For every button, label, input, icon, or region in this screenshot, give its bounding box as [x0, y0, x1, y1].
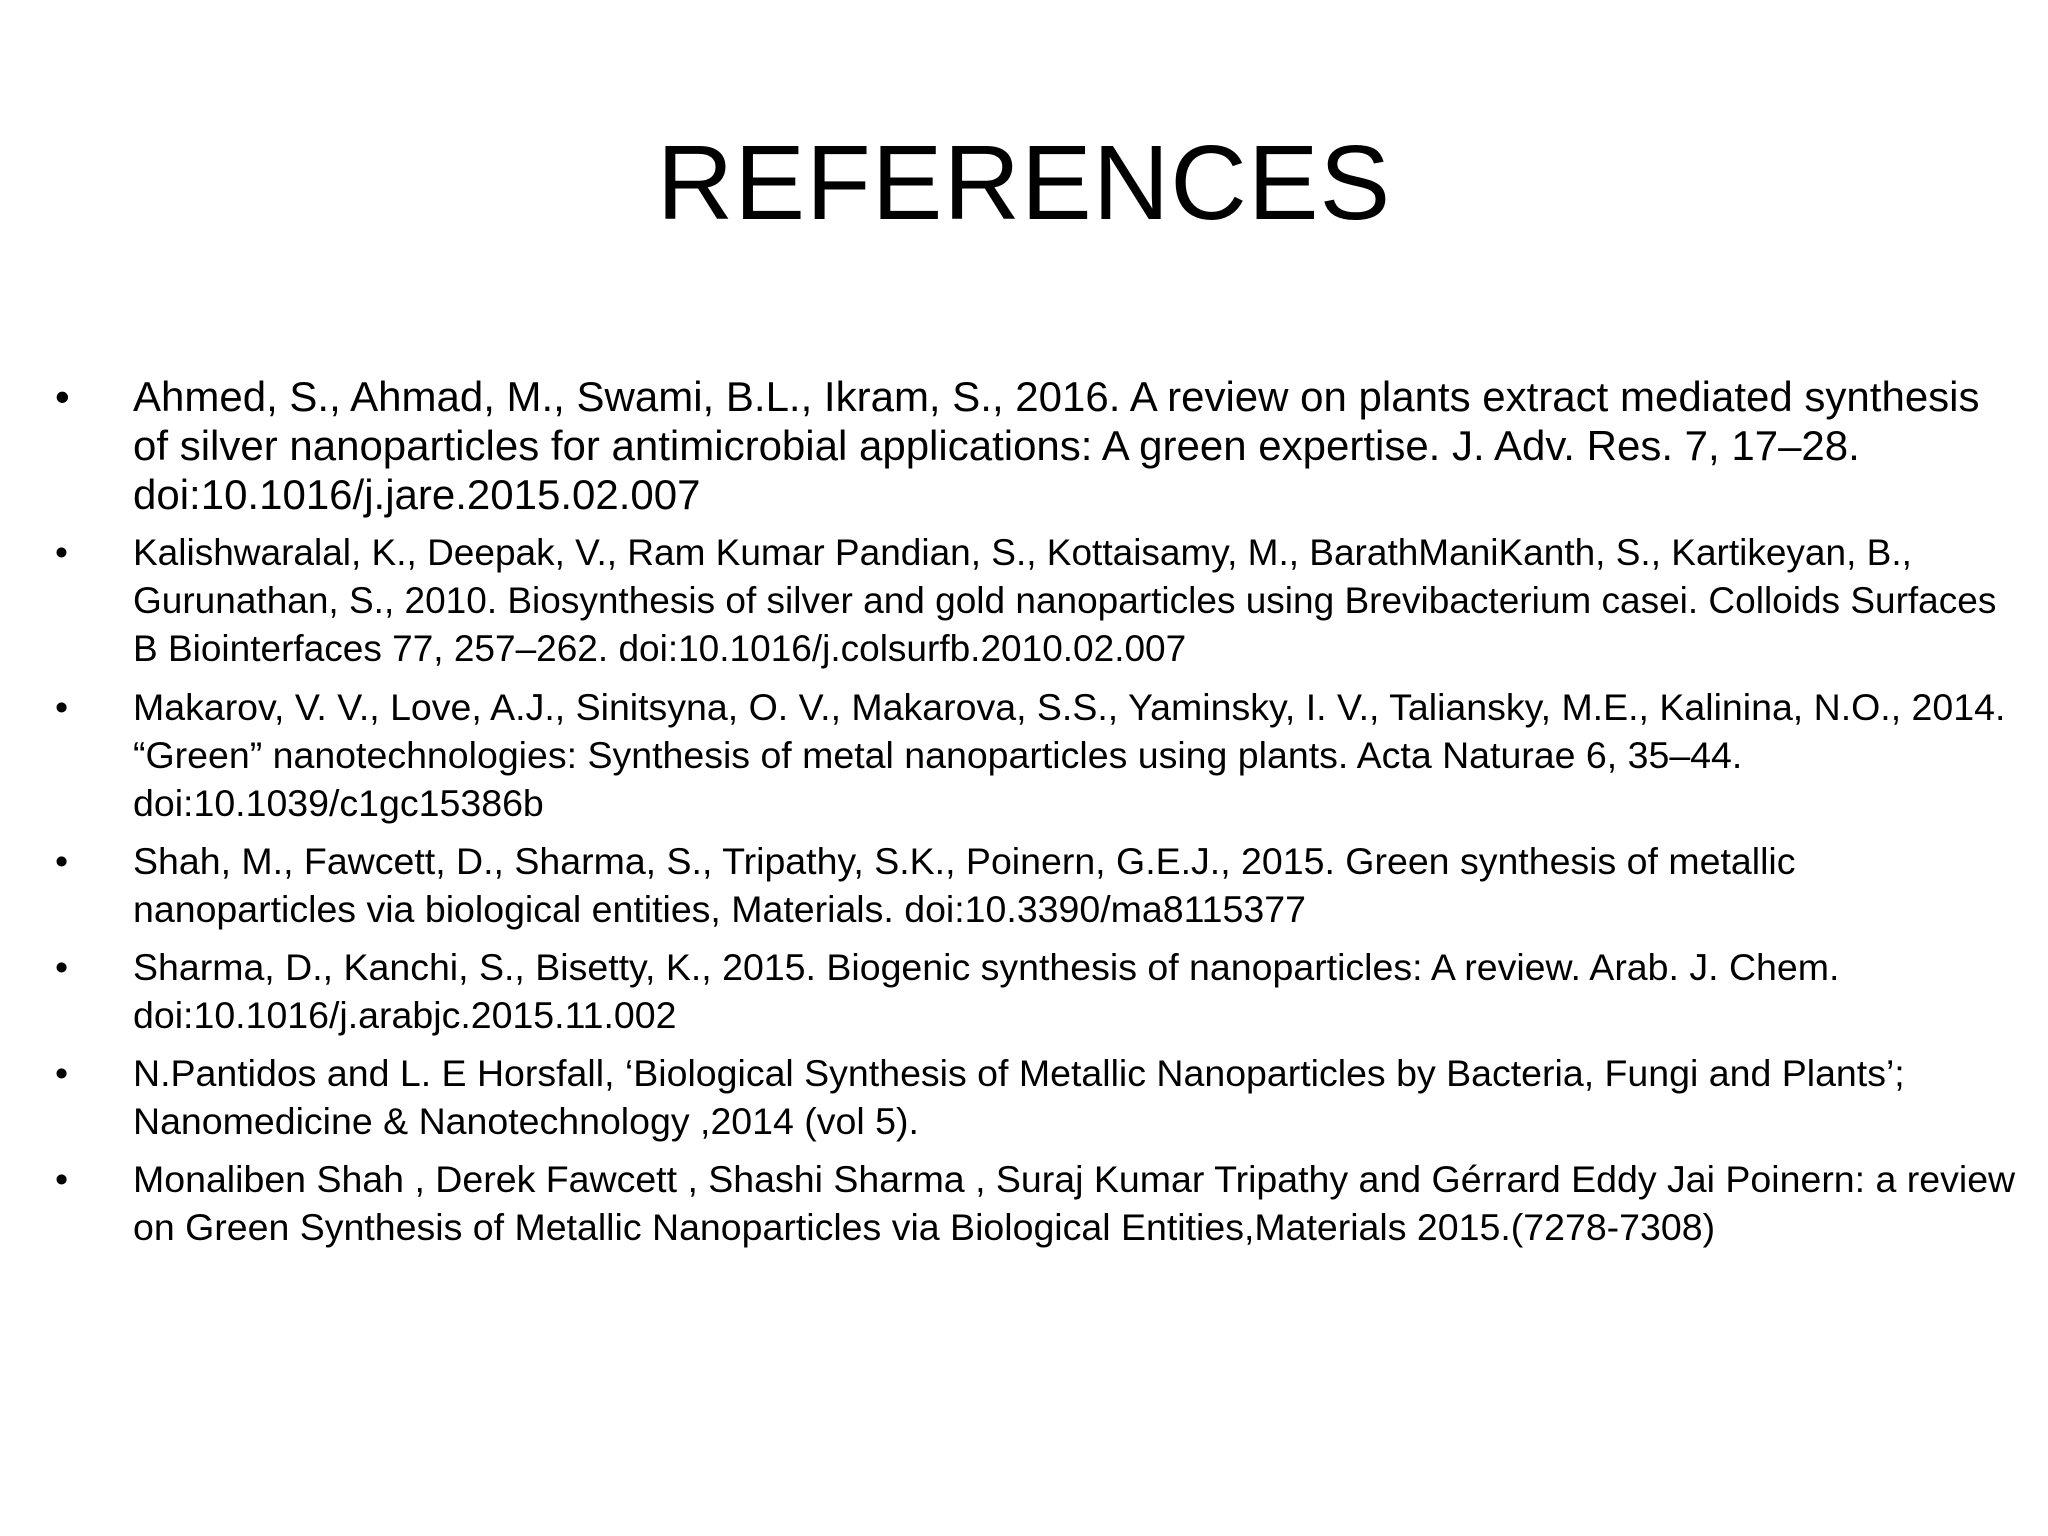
reference-item — [48, 943, 2023, 1039]
slide-title: REFERENCES — [656, 124, 1392, 242]
reference-item — [48, 529, 2023, 673]
bullet-icon: • — [55, 373, 70, 420]
bullet-icon: • — [55, 1158, 69, 1200]
reference-list — [48, 372, 2023, 1261]
bullet-icon: • — [55, 686, 69, 728]
bullet-icon: • — [55, 1052, 69, 1094]
reference-item — [48, 1049, 2023, 1145]
reference-text: Kalishwaralal, K., Deepak, V., Ram Kumar Pandian, S., Kottaisamy, M., BarathManiKanth, S., Kartikeyan, B., Gurunathan, S., 2010. Biosynthesis of silver and gold nanoparticles using Brevibacterium casei. Colloids Surfaces B Biointerfaces 77, 257–262. doi:10.1016/j.colsurfb.2010.02.007 — [133, 532, 1997, 669]
reference-text: Ahmed, S., Ahmad, M., Swami, B.L., Ikram, S., 2016. A review on plants extract mediated synthesis of silver nanoparticles for antimicrobial applications: A green expertise. J. Adv. Res. 7, 17–28. doi:10.1016/j.jare.2015.02.007 — [133, 373, 1980, 518]
reference-item — [48, 837, 2023, 933]
reference-text: Makarov, V. V., Love, A.J., Sinitsyna, O. V., Makarova, S.S., Yaminsky, I. V., Taliansky, M.E., Kalinina, N.O., 2014. “Green” nanotechnologies: Synthesis of metal nanoparticles using plants. Acta Naturae 6, 35–44. doi:10.1039/c1gc15386b — [133, 686, 2006, 824]
reference-text: N.Pantidos and L. E Horsfall, ‘Biological Synthesis of Metallic Nanoparticles by Bacteria, Fungi and Plants’; Nanomedicine & Nanotechnology ,2014 (vol 5). — [133, 1052, 1905, 1142]
bullet-icon: • — [55, 840, 69, 882]
reference-item — [48, 1155, 2023, 1251]
bullet-icon: • — [55, 532, 68, 573]
reference-item — [48, 372, 2023, 519]
reference-text: Shah, M., Fawcett, D., Sharma, S., Tripathy, S.K., Poinern, G.E.J., 2015. Green synthesis of metallic nanoparticles via biological entities, Materials. doi:10.3390/ma8115377 — [133, 840, 1796, 930]
bullet-icon: • — [55, 946, 69, 988]
reference-item — [48, 683, 2023, 827]
reference-text: Sharma, D., Kanchi, S., Bisetty, K., 2015. Biogenic synthesis of nanoparticles: A review. Arab. J. Chem. doi:10.1016/j.arabjc.2015.11.002 — [133, 946, 1840, 1036]
reference-text: Monaliben Shah , Derek Fawcett , Shashi Sharma , Suraj Kumar Tripathy and Gérrard Eddy Jai Poinern: a review on Green Synthesis of Metallic Nanoparticles via Biological Entities,Materials 2015.(7278-7308) — [133, 1158, 2016, 1248]
